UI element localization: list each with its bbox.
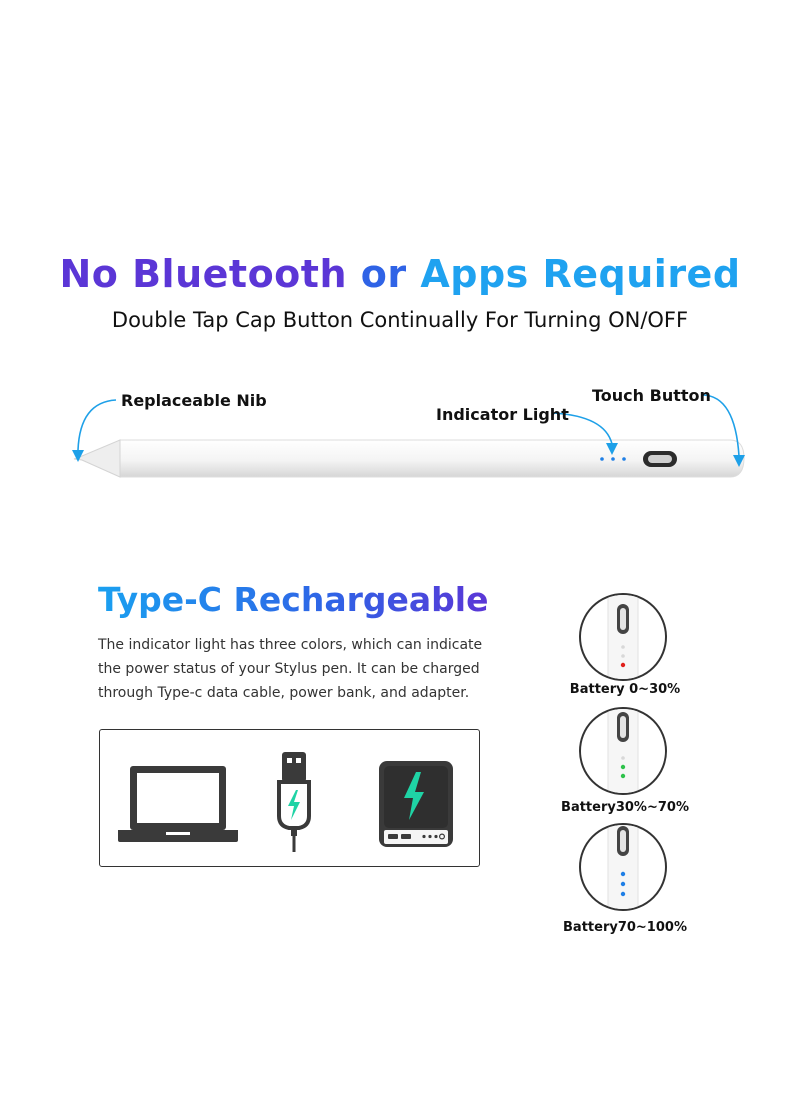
headline-part-1: No Bluetooth bbox=[59, 252, 348, 296]
callout-touch-button: Touch Button bbox=[592, 386, 711, 405]
battery-indicator-full bbox=[578, 822, 668, 912]
indicator-light-dot bbox=[611, 457, 615, 461]
nib-callout-arrow bbox=[78, 400, 116, 450]
subline: Double Tap Cap Button Continually For Turning ON/OFF bbox=[111, 308, 689, 332]
battery-level-label: Battery30%~70% bbox=[561, 800, 689, 815]
battery-indicator-low bbox=[578, 592, 668, 682]
typec-description: The indicator light has three colors, which can indicate the power status of your Stylus pen. It can be charged through Type-c data cable, power bank, and adapter. bbox=[98, 637, 483, 701]
callout-indicator-light: Indicator Light bbox=[436, 405, 569, 424]
pen-nib bbox=[74, 440, 120, 477]
battery-indicator-medium bbox=[578, 706, 668, 796]
battery-level-label: Battery70~100% bbox=[563, 920, 687, 935]
indicator-light-dot bbox=[600, 457, 604, 461]
headline-part-3: Apps Required bbox=[420, 252, 741, 296]
headline bbox=[0, 252, 800, 296]
charging-devices-panel bbox=[99, 729, 480, 867]
battery-level-label: Battery 0~30% bbox=[569, 682, 681, 697]
callout-replaceable-nib: Replaceable Nib bbox=[121, 391, 267, 410]
typec-title: Type-C Rechargeable bbox=[98, 580, 489, 619]
headline-part-2: or bbox=[360, 252, 407, 296]
usb-type-c-cable-icon bbox=[272, 750, 316, 854]
touch-button-slot-inner bbox=[648, 455, 672, 463]
laptop-icon bbox=[116, 764, 240, 844]
charging-bolt-icon bbox=[288, 790, 300, 820]
indicator-light-dot bbox=[622, 457, 626, 461]
power-bank-icon bbox=[376, 758, 458, 854]
